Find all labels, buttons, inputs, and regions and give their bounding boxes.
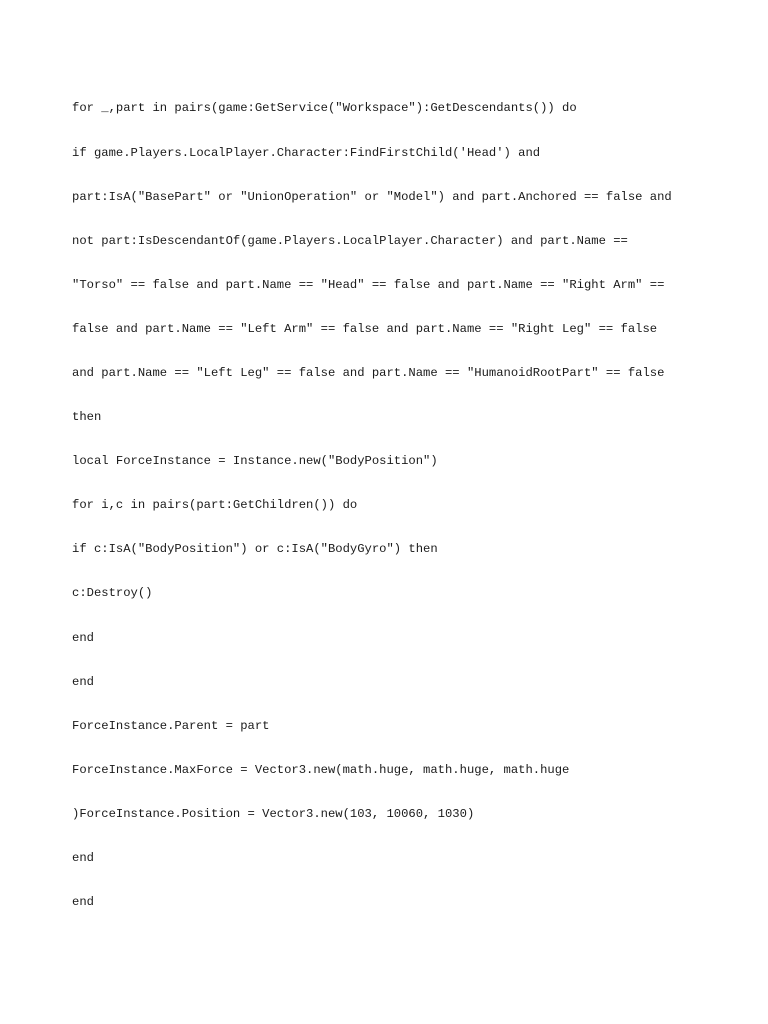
code-line: end (72, 851, 94, 865)
code-line: "Torso" == false and part.Name == "Head" == false and part.Name == "Right Arm" == (72, 277, 665, 292)
code-line: if c:IsA("BodyPosition") or c:IsA("BodyGyro") then (72, 542, 438, 557)
code-line: for _,part in pairs(game:GetService("Workspace"):GetDescendants()) do (72, 101, 577, 116)
code-line: and part.Name == "Left Leg" == false and part.Name == "HumanoidRootPart" == false (72, 365, 665, 380)
code-line: ForceInstance.Parent = part (72, 718, 270, 733)
code-line: c:Destroy() (72, 586, 153, 601)
code-line: )ForceInstance.Position = Vector3.new(103, 10060, 1030) (72, 806, 475, 821)
code-line: false and part.Name == "Left Arm" == false and part.Name == "Right Leg" == false (72, 321, 658, 336)
code-line: for i,c in pairs(part:GetChildren()) do (72, 498, 358, 513)
code-line: end (72, 630, 94, 645)
code-line: end (72, 895, 94, 910)
code-line: ForceInstance.MaxForce = Vector3.new(math.huge, math.huge, math.huge (72, 762, 570, 777)
code-line: if game.Players.LocalPlayer.Character:FindFirstChild('Head') and (72, 145, 541, 160)
code-text-block (72, 72, 702, 939)
code-line: part:IsA("BasePart" or "UnionOperation" or "Model") and part.Anchored == false and (72, 189, 672, 204)
code-line: then (72, 410, 102, 425)
code-line: not part:IsDescendantOf(game.Players.LocalPlayer.Character) and part.Name == (72, 233, 628, 248)
code-line: local ForceInstance = Instance.new("BodyPosition") (72, 454, 438, 469)
code-line: end (72, 674, 94, 689)
